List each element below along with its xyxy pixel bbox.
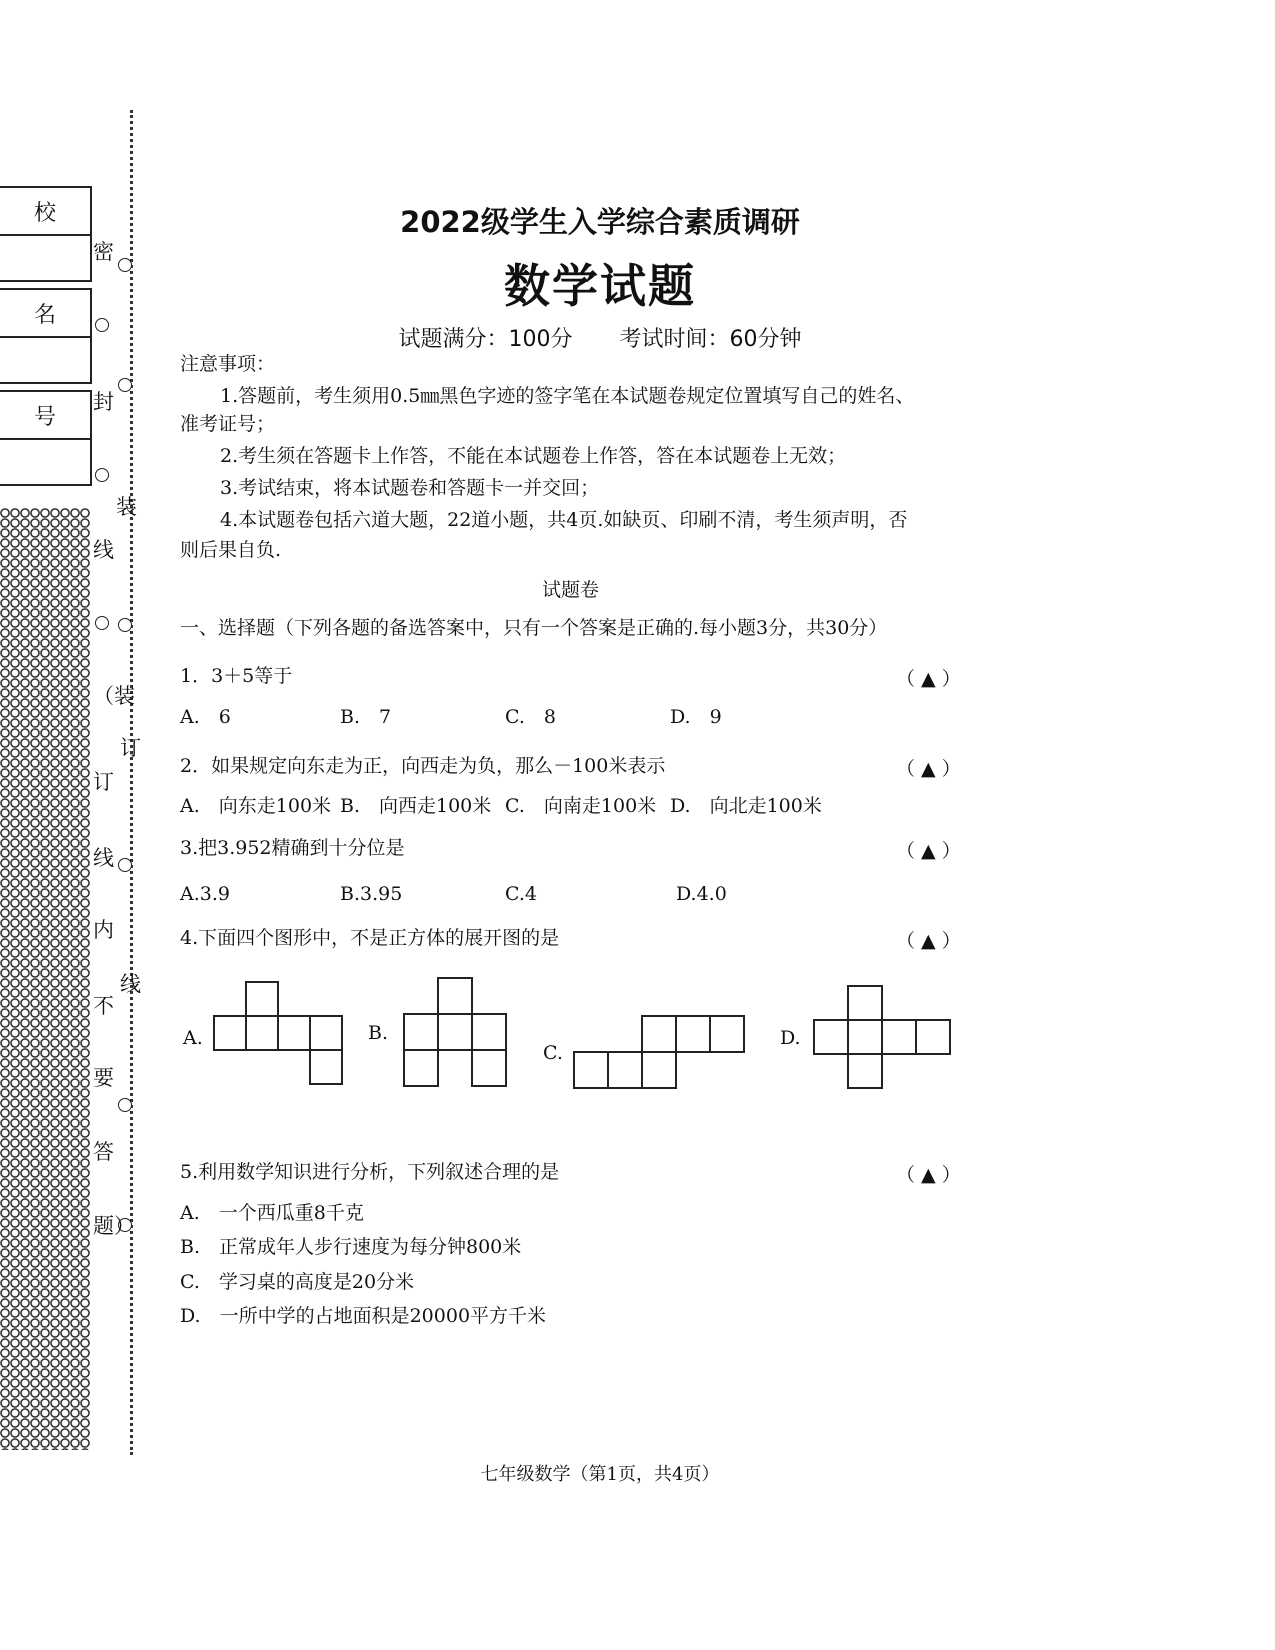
cube-net-b (396, 974, 516, 1090)
section-label: 试题卷 (542, 579, 600, 601)
notice-char: 线 (120, 972, 141, 996)
notice-item: 2.考生须在答题卡上作答，不能在本试题卷上作答，答在本试题卷上无效； (220, 445, 847, 467)
option-label: D. (780, 1027, 801, 1049)
option: A. 6 (180, 706, 231, 728)
notice-char: 线 (93, 846, 114, 870)
notice-char: 内 (93, 918, 114, 942)
notice-char: 订 (93, 770, 114, 794)
notice-char: 订 (120, 736, 141, 760)
notice-item: 3.考试结束，将本试题卷和答题卡一并交回； (220, 477, 600, 499)
option: A. 向东走100米 (180, 795, 332, 817)
seal-char: 线 (93, 538, 114, 562)
seal-circle (95, 468, 109, 482)
option-label: B. (368, 1022, 389, 1044)
page-footer: 七年级数学（第1页，共4页） (480, 1464, 720, 1485)
seal-circle (118, 618, 132, 632)
cube-net-d (808, 982, 958, 1094)
seal-circle (118, 378, 132, 392)
section-heading: 一、选择题（下列各题的备选答案中，只有一个答案是正确的.每小题3分，共30分） (180, 617, 888, 639)
exam-title: 2022级学生入学综合素质调研 (400, 205, 800, 239)
seal-char: 密 (93, 240, 114, 264)
seal-circle (118, 1098, 132, 1112)
question-stem: 4.下面四个图形中，不是正方体的展开图的是 (180, 927, 560, 949)
option: D. 9 (670, 706, 722, 728)
option: D. 一所中学的占地面积是20000平方千米 (180, 1305, 547, 1327)
decorative-pattern (0, 508, 90, 1450)
answer-mark: （ ▲ ） (896, 758, 961, 780)
option: A. 一个西瓜重8千克 (180, 1202, 364, 1224)
cube-net-a (210, 980, 350, 1092)
option: B.3.95 (340, 883, 403, 905)
notice-item: 1.答题前，考生须用0.5㎜黑色字迹的签字笔在本试题卷规定位置填写自己的姓名、 (220, 385, 915, 407)
notice-item: 准考证号； (180, 413, 276, 435)
name-label: 名 (0, 290, 90, 338)
notice-char: 不 (93, 994, 114, 1018)
question-stem: 1．3＋5等于 (180, 665, 293, 687)
seal-char: 封 (93, 390, 114, 414)
option: A.3.9 (180, 883, 230, 905)
option: C. 向南走100米 (505, 795, 657, 817)
notice-char: 要 (93, 1066, 114, 1090)
cube-net-c (570, 1012, 750, 1092)
subject-title: 数学试题 (504, 259, 696, 313)
seal-circle (118, 858, 132, 872)
seal-char: 装 (116, 495, 137, 519)
question-stem: 3.把3.952精确到十分位是 (180, 837, 405, 859)
number-box (0, 390, 92, 486)
number-label: 号 (0, 392, 90, 440)
option: C.4 (505, 883, 537, 905)
notice-heading: 注意事项： (180, 353, 276, 375)
option: D. 向北走100米 (670, 795, 822, 817)
number-blank[interactable] (0, 440, 90, 484)
option: B. 7 (340, 706, 392, 728)
option-label: C. (543, 1042, 563, 1064)
notice-item: 4.本试题卷包括六道大题，22道小题，共4页.如缺页、印刷不清，考生须声明，否 (220, 509, 908, 531)
answer-mark: （ ▲ ） (896, 1164, 961, 1186)
notice-char: 题） (93, 1214, 135, 1238)
option: C. 8 (505, 706, 556, 728)
notice-item: 则后果自负. (180, 539, 282, 561)
option: B. 向西走100米 (340, 795, 492, 817)
question-stem: 2．如果规定向东走为正，向西走为负，那么－100米表示 (180, 755, 666, 777)
option: D.4.0 (676, 883, 727, 905)
notice-char: 答 (93, 1140, 114, 1164)
option-label: A. (183, 1027, 203, 1049)
exam-meta (0, 322, 1200, 353)
option: C. 学习桌的高度是20分米 (180, 1271, 415, 1293)
school-label: 校 (0, 188, 90, 236)
seal-circle (95, 616, 109, 630)
full-score: 试题满分：100分 (398, 327, 573, 352)
option: B. 正常成年人步行速度为每分钟800米 (180, 1236, 522, 1258)
question-stem: 5.利用数学知识进行分析，下列叙述合理的是 (180, 1161, 560, 1183)
notice-char: （装 (93, 684, 135, 708)
answer-mark: （ ▲ ） (896, 840, 961, 862)
answer-mark: （ ▲ ） (896, 668, 961, 690)
exam-time: 考试时间：60分钟 (619, 327, 802, 352)
answer-mark: （ ▲ ） (896, 930, 961, 952)
